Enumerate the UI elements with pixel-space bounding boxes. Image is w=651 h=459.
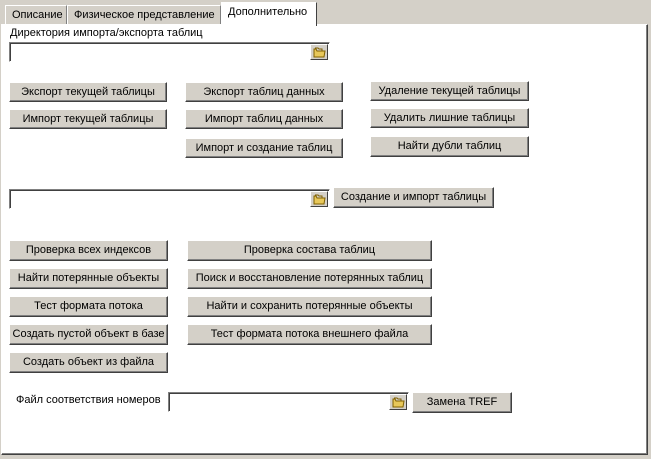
check-tables-composition-button[interactable]: Проверка состава таблиц xyxy=(187,240,432,261)
import-export-dir-label: Директория импорта/экспорта таблиц xyxy=(10,27,203,39)
check-all-indexes-button[interactable]: Проверка всех индексов xyxy=(9,240,168,261)
browse-create-import-button[interactable] xyxy=(310,191,328,207)
import-create-tables-button[interactable]: Импорт и создание таблиц xyxy=(185,138,343,158)
mapping-file-label: Файл соответствия номеров xyxy=(16,394,161,406)
export-data-tables-button[interactable]: Экспорт таблиц данных xyxy=(185,82,343,102)
mapping-file-input[interactable] xyxy=(171,395,386,410)
import-export-dir-field[interactable] xyxy=(9,42,330,62)
create-import-path-field[interactable] xyxy=(9,189,330,209)
delete-current-table-button[interactable]: Удаление текущей таблицы xyxy=(370,81,529,101)
import-export-dir-input[interactable] xyxy=(12,45,307,60)
find-duplicate-tables-button[interactable]: Найти дубли таблиц xyxy=(370,136,529,157)
folder-open-icon xyxy=(313,46,326,58)
external-stream-format-test-button[interactable]: Тест формата потока внешнего файла xyxy=(187,324,432,345)
find-lost-objects-button[interactable]: Найти потерянные объекты xyxy=(9,268,168,289)
tab-description[interactable]: Описание xyxy=(5,5,67,25)
create-empty-object-button[interactable]: Создать пустой объект в базе xyxy=(9,324,168,345)
replace-tref-button[interactable]: Замена TREF xyxy=(412,392,512,413)
tab-physical-representation[interactable]: Физическое представление xyxy=(67,5,221,25)
tab-additional[interactable]: Дополнительно xyxy=(221,2,317,26)
search-restore-lost-tables-button[interactable]: Поиск и восстановление потерянных таблиц xyxy=(187,268,432,289)
folder-open-icon xyxy=(392,396,405,408)
create-import-table-button[interactable]: Создание и импорт таблицы xyxy=(333,187,494,208)
mapping-file-field[interactable] xyxy=(168,392,409,412)
delete-extra-tables-button[interactable]: Удалить лишние таблицы xyxy=(370,108,529,128)
create-object-from-file-button[interactable]: Создать объект из файла xyxy=(9,352,168,373)
find-save-lost-objects-button[interactable]: Найти и сохранить потерянные объекты xyxy=(187,296,432,317)
folder-open-icon xyxy=(313,193,326,205)
import-data-tables-button[interactable]: Импорт таблиц данных xyxy=(185,109,343,129)
browse-mapping-file-button[interactable] xyxy=(389,394,407,410)
import-current-table-button[interactable]: Импорт текущей таблицы xyxy=(9,109,167,129)
tab-panel-additional xyxy=(1,24,648,455)
browse-dir-button[interactable] xyxy=(310,44,328,60)
export-current-table-button[interactable]: Экспорт текущей таблицы xyxy=(9,82,167,102)
create-import-path-input[interactable] xyxy=(12,192,307,207)
stream-format-test-button[interactable]: Тест формата потока xyxy=(9,296,168,317)
